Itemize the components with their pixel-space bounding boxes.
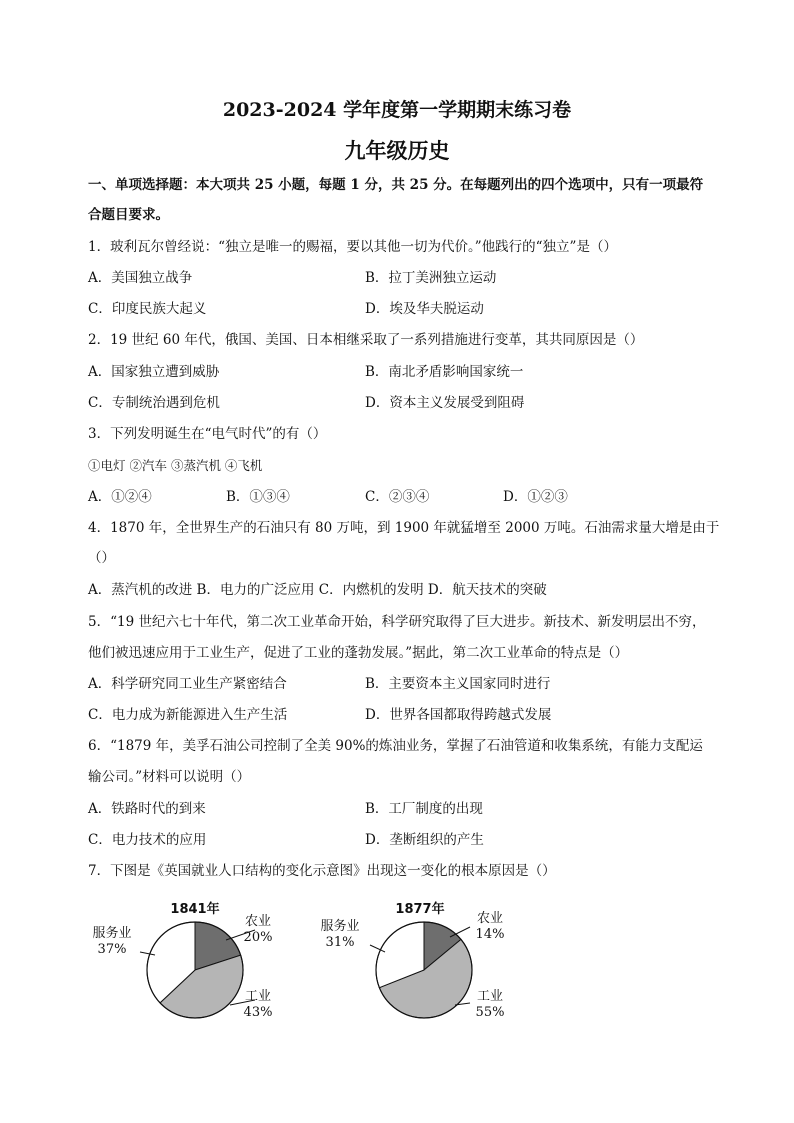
question-3-option-d: D．①②③ — [503, 489, 568, 505]
question-4-options: A．蒸汽机的改进 B．电力的广泛应用 C．内燃机的发明 D．航天技术的突破 — [88, 582, 547, 598]
question-3-option-b: B．①③④ — [226, 489, 290, 505]
pie-value-1-2: 43% — [243, 1005, 273, 1020]
question-4-stem-cont: （） — [88, 550, 115, 566]
question-1-option-a: A．美国独立战争 — [88, 270, 193, 286]
question-1-option-c: C．印度民族大起义 — [88, 301, 207, 317]
question-5-option-a: A．科学研究同工业生产紧密结合 — [88, 676, 287, 692]
question-1-option-d: D．埃及华夫脱运动 — [365, 301, 484, 317]
question-3-items: ①电灯 ②汽车 ③蒸汽机 ④飞机 — [88, 458, 263, 473]
pie-label-2-3: 服务业 — [320, 919, 360, 934]
question-1-option-b: B．拉丁美洲独立运动 — [365, 270, 497, 286]
pie-label-1-3: 服务业 — [92, 926, 132, 941]
question-6-option-a: A．铁路时代的到来 — [88, 801, 206, 817]
pie-value-2-2: 55% — [475, 1005, 505, 1020]
question-2-option-c: C．专制统治遇到危机 — [88, 395, 220, 411]
pie-label-2-2: 工业 — [476, 989, 504, 1004]
pie-title-1: 1841年 — [170, 902, 220, 917]
pie-value-1-3: 37% — [97, 942, 127, 957]
pie-title-2: 1877年 — [395, 902, 445, 917]
question-6-stem-cont: 输公司。”材料可以说明（） — [88, 769, 251, 785]
question-3-option-c: C．②③④ — [365, 489, 430, 505]
pie-label-1-2: 工业 — [244, 989, 272, 1004]
question-2-option-a: A．国家独立遭到威胁 — [88, 364, 220, 380]
question-7-stem: 7．下图是《英国就业人口结构的变化示意图》出现这一变化的根本原因是（） — [88, 863, 556, 879]
pie-value-2-3: 31% — [325, 935, 355, 950]
question-6-option-c: C．电力技术的应用 — [88, 832, 207, 848]
question-4-stem: 4．1870 年，全世界生产的石油只有 80 万吨，到 1900 年就猛增至 2000 万吨。石油需求量大增是由于 — [88, 520, 720, 536]
pie-value-2-1: 14% — [475, 927, 505, 942]
question-2-option-b: B．南北矛盾影响国家统一 — [365, 364, 524, 380]
exam-subtitle: 九年级历史 — [344, 138, 450, 163]
question-2-option-d: D．资本主义发展受到阻碍 — [365, 395, 525, 411]
pie-label-1-1: 农业 — [244, 914, 272, 929]
pie-label-2-1: 农业 — [476, 911, 504, 926]
question-6-stem: 6．“1879 年，美孚石油公司控制了全美 90%的炼油业务，掌握了石油管道和收集系统，有能力支配运 — [88, 738, 703, 754]
question-3-stem: 3．下列发明诞生在“电气时代”的有（） — [88, 426, 327, 442]
question-3-option-a: A．①②④ — [88, 489, 152, 505]
question-2-stem: 2．19 世纪 60 年代，俄国、美国、日本相继采取了一系列措施进行变革，其共同原因是（） — [88, 332, 644, 348]
question-5-stem-cont: 他们被迅速应用于工业生产，促进了工业的蓬勃发展。”据此，第二次工业革命的特点是（） — [88, 645, 629, 661]
question-6-option-d: D．垄断组织的产生 — [365, 832, 484, 848]
question-5-option-d: D．世界各国都取得跨越式发展 — [365, 707, 552, 723]
question-5-option-b: B．主要资本主义国家同时进行 — [365, 676, 551, 692]
section-header: 一、单项选择题：本大项共 25 小题，每题 1 分，共 25 分。在每题列出的四个选项中，只有一项最符 — [88, 177, 704, 193]
pie-value-1-1: 20% — [243, 930, 273, 945]
question-5-stem: 5．“19 世纪六七十年代，第二次工业革命开始，科学研究取得了巨大进步。新技术、新发明层出不穷， — [88, 614, 706, 630]
question-5-option-c: C．电力成为新能源进入生产生活 — [88, 707, 288, 723]
section-header-cont: 合题目要求。 — [88, 207, 169, 223]
question-1-stem: 1．玻利瓦尔曾经说：“独立是唯一的赐福，要以其他一切为代价。”他践行的“独立”是（） — [88, 239, 617, 255]
exam-title: 2023-2024 学年度第一学期期末练习卷 — [222, 99, 572, 121]
question-6-option-b: B．工厂制度的出现 — [365, 801, 483, 817]
